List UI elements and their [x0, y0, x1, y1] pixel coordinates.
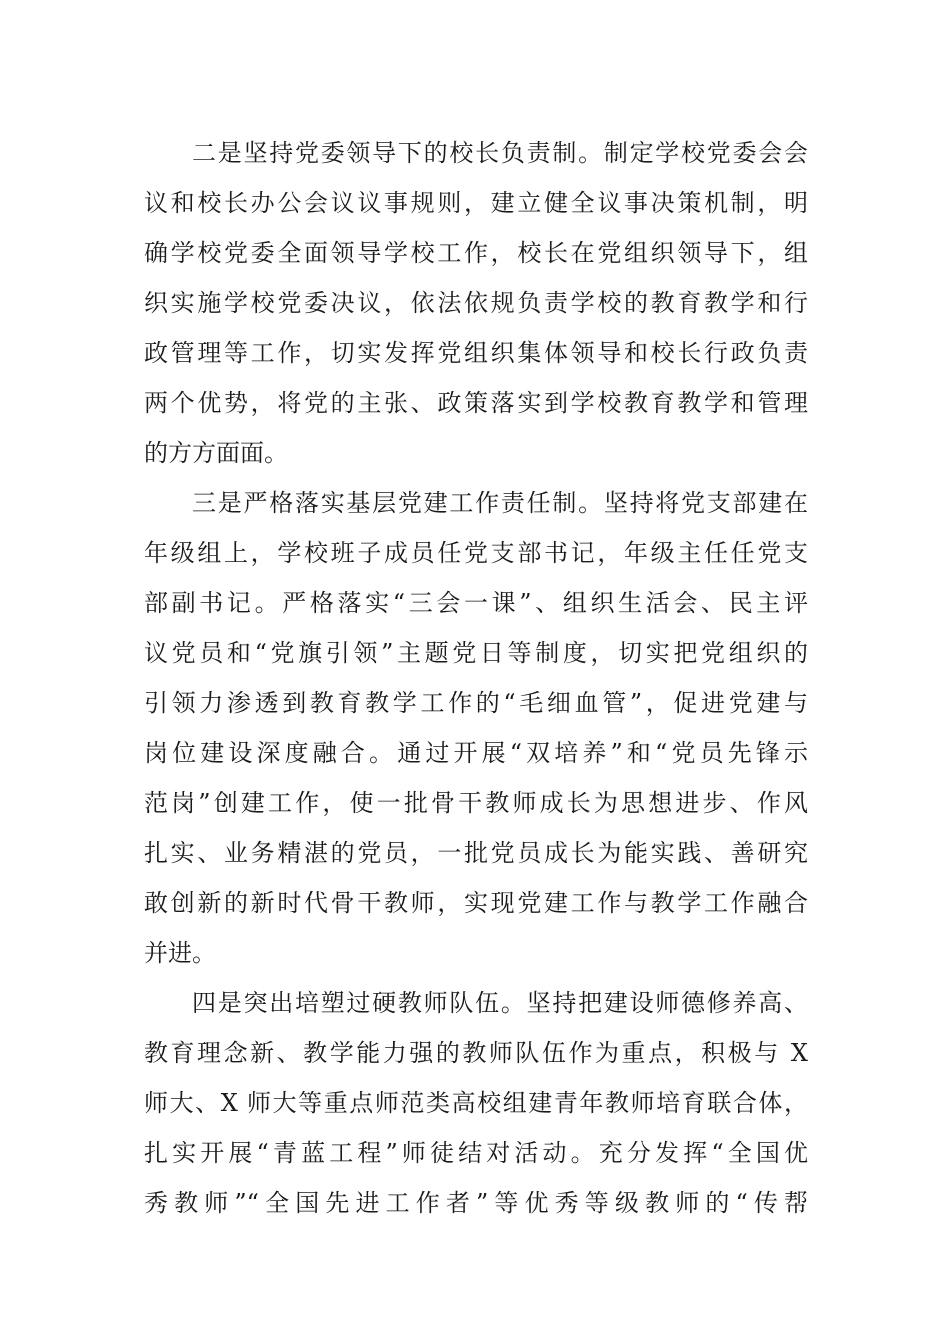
text-line: 三是严格落实基层党建工作责任制。坚持将党支部建在 — [192, 489, 808, 517]
text-line: 议和校长办公会议议事规则，建立健全议事决策机制，明 — [144, 189, 808, 217]
text-line: 两个优势，将党的主张、政策落实到学校教育教学和管理 — [144, 389, 808, 417]
text-line: 扎实、业务精湛的党员，一批党员成长为能实践、善研究 — [144, 839, 808, 867]
text-line: 并进。 — [144, 939, 216, 967]
text-line: 秀教师”“全国先进工作者”等优秀等级教师的“传帮 — [144, 1189, 808, 1217]
text-line: 岗位建设深度融合。通过开展“双培养”和“党员先锋示 — [144, 739, 808, 767]
text-line: 织实施学校党委决议，依法依规负责学校的教育教学和行 — [144, 289, 808, 317]
text-line: 确学校党委全面领导学校工作，校长在党组织领导下，组 — [144, 239, 808, 267]
text-line: 部副书记。严格落实“三会一课”、组织生活会、民主评 — [144, 589, 808, 617]
text-line: 四是突出培塑过硬教师队伍。坚持把建设师德修养高、 — [192, 989, 808, 1017]
text-line: 教育理念新、教学能力强的教师队伍作为重点，积极与 X — [144, 1039, 808, 1067]
document-page — [144, 128, 808, 1228]
text-line: 引领力渗透到教育教学工作的“毛细血管”，促进党建与 — [144, 689, 808, 717]
text-line: 政管理等工作，切实发挥党组织集体领导和校长行政负责 — [144, 339, 808, 367]
text-line: 年级组上，学校班子成员任党支部书记，年级主任任党支 — [144, 539, 808, 567]
text-line: 议党员和“党旗引领”主题党日等制度，切实把党组织的 — [144, 639, 808, 667]
text-line: 的方方面面。 — [144, 439, 288, 467]
paragraph-3 — [144, 978, 808, 1228]
text-line: 扎实开展“青蓝工程”师徒结对活动。充分发挥“全国优 — [144, 1139, 808, 1167]
text-line: 二是坚持党委领导下的校长负责制。制定学校党委会会 — [192, 139, 808, 167]
text-line: 师大、X 师大等重点师范类高校组建青年教师培育联合体， — [144, 1089, 808, 1117]
paragraph-2 — [144, 478, 808, 978]
text-line: 敢创新的新时代骨干教师，实现党建工作与教学工作融合 — [144, 889, 808, 917]
paragraph-1 — [144, 128, 808, 478]
text-line: 范岗”创建工作，使一批骨干教师成长为思想进步、作风 — [144, 789, 808, 817]
